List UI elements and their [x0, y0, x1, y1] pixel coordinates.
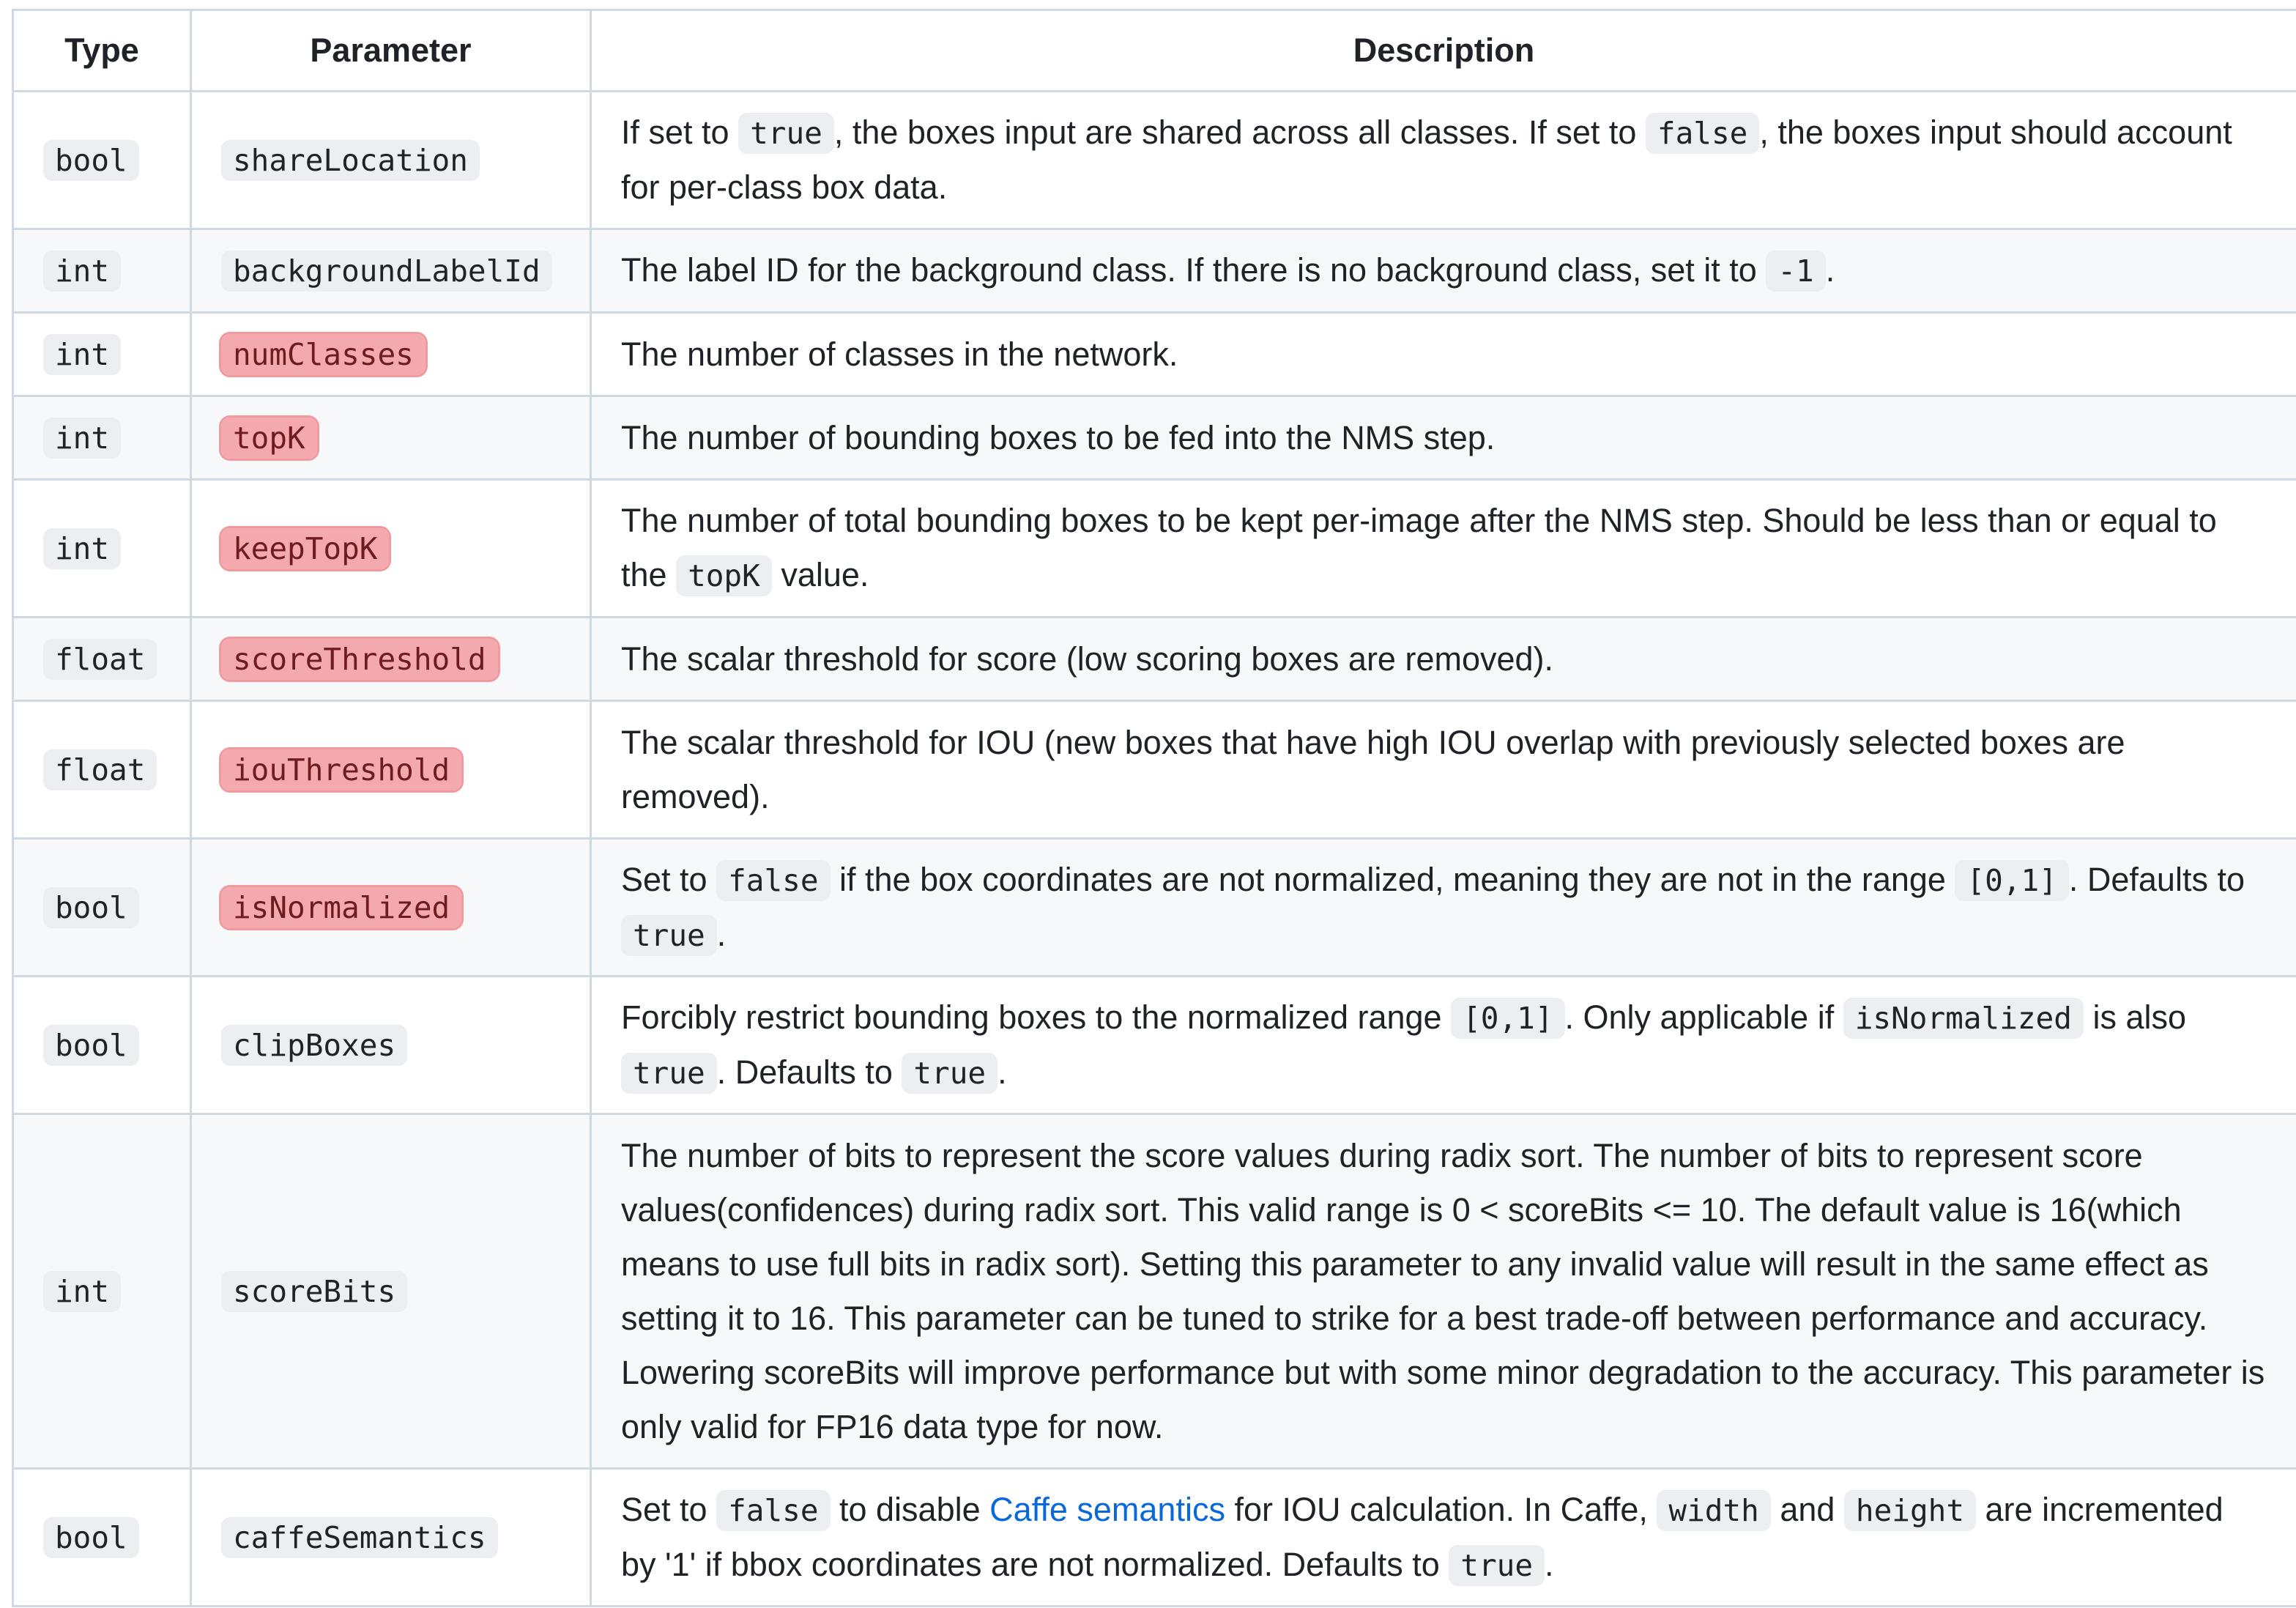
parameter-cell: [191, 977, 591, 1114]
inline-code: [0,1]: [1451, 998, 1564, 1039]
caffe-semantics-link[interactable]: Caffe semantics: [989, 1490, 1225, 1528]
desc-text: value.: [771, 556, 869, 593]
type-code: int: [43, 251, 121, 292]
description-cell: [591, 839, 2296, 977]
inline-code: isNormalized: [1843, 998, 2084, 1039]
desc-text: The number of total bounding boxes to be kept per-image after the NMS step. Should be less than or equal to the: [621, 502, 2217, 593]
header-parameter: Parameter: [191, 10, 591, 92]
parameter-cell: [191, 701, 591, 839]
type-cell: [13, 396, 191, 480]
inline-code: height: [1844, 1490, 1976, 1531]
table-row: [13, 839, 2296, 977]
inline-code: true: [621, 915, 717, 956]
inline-code: true: [738, 113, 834, 154]
type-cell: [13, 313, 191, 396]
parameter-code-highlighted: topK: [221, 418, 317, 459]
parameter-code-highlighted: numClasses: [221, 334, 426, 375]
type-code: bool: [43, 140, 139, 181]
desc-text: .: [1825, 251, 1835, 289]
type-code: int: [43, 1271, 121, 1312]
description-cell: [591, 701, 2296, 839]
desc-text: and: [1770, 1490, 1844, 1528]
table-row: [13, 396, 2296, 480]
type-cell: [13, 618, 191, 701]
type-code: int: [43, 418, 121, 459]
header-type: Type: [13, 10, 191, 92]
type-code: bool: [43, 1025, 139, 1066]
desc-text: , the boxes input should account for per-class box data.: [621, 114, 2232, 206]
desc-text: .: [1545, 1545, 1554, 1583]
table-row: [13, 701, 2296, 839]
inline-code: -1: [1766, 251, 1825, 292]
table-row: [13, 618, 2296, 701]
parameter-cell: [191, 229, 591, 313]
parameter-cell: [191, 92, 591, 229]
description-cell: [591, 618, 2296, 701]
desc-text: to disable: [830, 1490, 990, 1528]
desc-text: The number of bits to represent the score values during radix sort. The number of bits to represent score values(confidences) during radix sort. This valid range is 0 < scoreBits <= 10. The default value is 16(which means to use full bits in radix sort). Setting this parameter to any invalid value will result in the same effect as setting it to 16. This parameter can be tuned to strike for a best trade-off between performance and accuracy. Lowering scoreBits will improve performance but with some minor degradation to the accuracy. This parameter is only valid for FP16 data type for now.: [621, 1136, 2265, 1445]
table-row: [13, 313, 2296, 396]
desc-text: If set to: [621, 114, 739, 151]
desc-text: . Only applicable if: [1564, 998, 1843, 1036]
desc-text: The number of bounding boxes to be fed into the NMS step.: [621, 418, 1496, 456]
table-row: [13, 92, 2296, 229]
table-row: [13, 480, 2296, 618]
desc-text: .: [997, 1053, 1007, 1091]
type-cell: [13, 701, 191, 839]
header-row: [13, 10, 2296, 92]
table-row: [13, 1469, 2296, 1607]
desc-text: for IOU calculation. In Caffe,: [1225, 1490, 1657, 1528]
table-row: [13, 1114, 2296, 1469]
description-cell: [591, 1114, 2296, 1469]
type-cell: [13, 92, 191, 229]
type-code: bool: [43, 1517, 139, 1558]
inline-code: false: [1646, 113, 1759, 154]
desc-text: Forcibly restrict bounding boxes to the normalized range: [621, 998, 1452, 1036]
parameter-code-highlighted: keepTopK: [221, 528, 389, 569]
desc-text: The number of classes in the network.: [621, 335, 1178, 373]
type-cell: [13, 1469, 191, 1607]
inline-code: true: [1449, 1545, 1545, 1586]
parameter-code-highlighted: isNormalized: [221, 887, 461, 928]
description-cell: [591, 313, 2296, 396]
inline-code: topK: [676, 555, 772, 596]
description-cell: [591, 480, 2296, 618]
desc-text: . Defaults to: [716, 1053, 902, 1091]
parameter-code: clipBoxes: [221, 1025, 407, 1066]
inline-code: [0,1]: [1955, 860, 2068, 901]
parameter-cell: [191, 313, 591, 396]
description-cell: [591, 977, 2296, 1114]
parameter-code: backgroundLabelId: [221, 251, 552, 292]
desc-text: , the boxes input are shared across all classes. If set to: [833, 114, 1646, 151]
desc-text: if the box coordinates are not normalized, meaning they are not in the range: [830, 860, 1955, 898]
type-cell: [13, 839, 191, 977]
desc-text: Set to: [621, 860, 717, 898]
description-cell: [591, 92, 2296, 229]
table-header: [13, 10, 2296, 92]
desc-text: The label ID for the background class. If there is no background class, set it to: [621, 251, 1766, 289]
parameter-cell: [191, 1114, 591, 1469]
desc-text: .: [716, 915, 727, 953]
parameter-code-highlighted: iouThreshold: [221, 749, 461, 790]
parameter-cell: [191, 839, 591, 977]
type-cell: [13, 480, 191, 618]
type-code: float: [43, 639, 157, 680]
inline-code: width: [1657, 1490, 1770, 1531]
type-cell: [13, 1114, 191, 1469]
desc-text: The scalar threshold for IOU (new boxes that have high IOU overlap with previously selected boxes are removed).: [621, 723, 2125, 815]
parameter-cell: [191, 396, 591, 480]
inline-code: false: [716, 1490, 830, 1531]
header-description: Description: [591, 10, 2296, 92]
parameter-code: shareLocation: [221, 140, 480, 181]
parameter-code-highlighted: scoreThreshold: [221, 639, 498, 680]
table-row: [13, 229, 2296, 313]
type-code: bool: [43, 887, 139, 928]
desc-text: is also: [2083, 998, 2186, 1036]
type-code: int: [43, 334, 121, 375]
parameter-cell: [191, 1469, 591, 1607]
description-cell: [591, 229, 2296, 313]
type-code: int: [43, 528, 121, 569]
parameters-table: [12, 9, 2296, 1607]
table-body: [13, 92, 2296, 1607]
inline-code: true: [621, 1053, 717, 1094]
type-cell: [13, 977, 191, 1114]
table-row: [13, 977, 2296, 1114]
desc-text: are incremented by '1' if bbox coordinates are not normalized. Defaults to: [621, 1490, 2223, 1583]
inline-code: true: [902, 1053, 997, 1094]
desc-text: The scalar threshold for score (low scoring boxes are removed).: [621, 640, 1554, 678]
desc-text: Set to: [621, 1490, 717, 1528]
inline-code: false: [716, 860, 830, 901]
type-code: float: [43, 749, 157, 790]
parameter-cell: [191, 618, 591, 701]
parameter-code: caffeSemantics: [221, 1517, 498, 1558]
type-cell: [13, 229, 191, 313]
desc-text: . Defaults to: [2068, 860, 2245, 898]
description-cell: [591, 1469, 2296, 1607]
parameter-cell: [191, 480, 591, 618]
parameter-code: scoreBits: [221, 1271, 407, 1312]
description-cell: [591, 396, 2296, 480]
